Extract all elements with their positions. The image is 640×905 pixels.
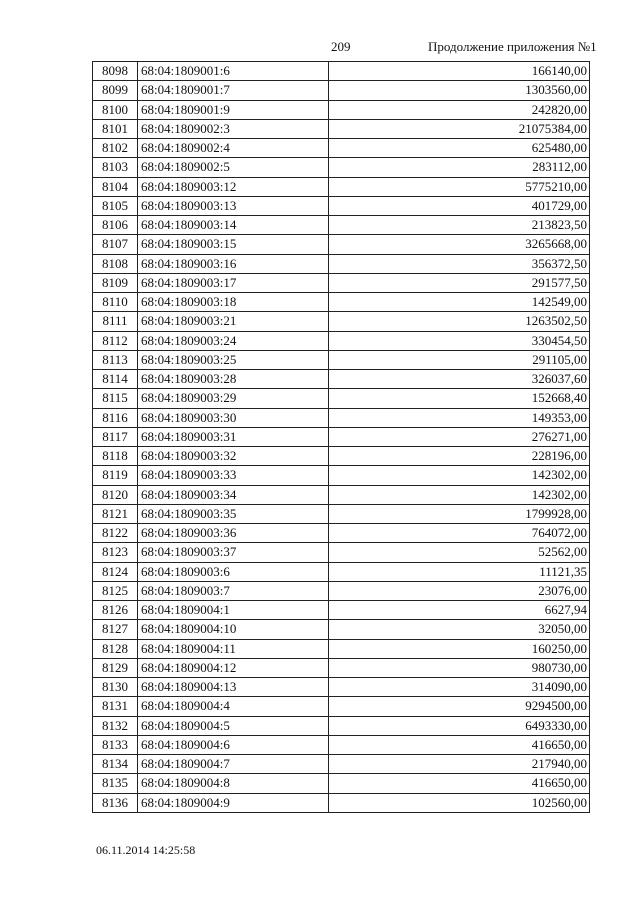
cadastral-number: 68:04:1809003:33 (138, 466, 329, 485)
cadastral-value: 764072,00 (329, 524, 590, 543)
table-row (93, 466, 590, 485)
table-row (93, 774, 590, 793)
table-row (93, 543, 590, 562)
table-row (93, 119, 590, 138)
cadastral-number: 68:04:1809003:17 (138, 273, 329, 292)
cadastral-value: 142302,00 (329, 466, 590, 485)
cadastral-number: 68:04:1809003:34 (138, 485, 329, 504)
row-number: 8116 (93, 408, 138, 427)
cadastral-value: 5775210,00 (329, 177, 590, 196)
cadastral-value: 401729,00 (329, 196, 590, 215)
cadastral-value: 291105,00 (329, 350, 590, 369)
cadastral-value: 283112,00 (329, 158, 590, 177)
cadastral-number: 68:04:1809004:1 (138, 601, 329, 620)
row-number: 8129 (93, 658, 138, 677)
cadastral-number: 68:04:1809003:31 (138, 427, 329, 446)
table-row (93, 158, 590, 177)
table-row (93, 273, 590, 292)
cadastral-value: 3265668,00 (329, 235, 590, 254)
cadastral-value: 1799928,00 (329, 504, 590, 523)
row-number: 8134 (93, 755, 138, 774)
cadastral-value: 217940,00 (329, 755, 590, 774)
table-row (93, 427, 590, 446)
table-row (93, 562, 590, 581)
cadastral-number: 68:04:1809001:7 (138, 81, 329, 100)
cadastral-number: 68:04:1809003:35 (138, 504, 329, 523)
cadastral-value: 291577,50 (329, 273, 590, 292)
cadastral-value: 6493330,00 (329, 716, 590, 735)
cadastral-number: 68:04:1809004:6 (138, 735, 329, 754)
row-number: 8102 (93, 139, 138, 158)
registry-table (92, 61, 590, 813)
table-row (93, 100, 590, 119)
table-row (93, 62, 590, 81)
cadastral-number: 68:04:1809003:37 (138, 543, 329, 562)
cadastral-number: 68:04:1809002:5 (138, 158, 329, 177)
cadastral-value: 52562,00 (329, 543, 590, 562)
cadastral-number: 68:04:1809002:4 (138, 139, 329, 158)
row-number: 8113 (93, 350, 138, 369)
table-row (93, 331, 590, 350)
row-number: 8135 (93, 774, 138, 793)
row-number: 8110 (93, 293, 138, 312)
cadastral-number: 68:04:1809004:5 (138, 716, 329, 735)
cadastral-number: 68:04:1809004:10 (138, 620, 329, 639)
cadastral-number: 68:04:1809003:21 (138, 312, 329, 331)
table-row (93, 312, 590, 331)
page-number: 209 (331, 39, 351, 54)
row-number: 8133 (93, 735, 138, 754)
table-row (93, 601, 590, 620)
cadastral-number: 68:04:1809004:13 (138, 678, 329, 697)
cadastral-number: 68:04:1809004:7 (138, 755, 329, 774)
table-row (93, 716, 590, 735)
row-number: 8130 (93, 678, 138, 697)
cadastral-number: 68:04:1809003:18 (138, 293, 329, 312)
table-row (93, 235, 590, 254)
cadastral-number: 68:04:1809003:16 (138, 254, 329, 273)
row-number: 8127 (93, 620, 138, 639)
row-number: 8112 (93, 331, 138, 350)
table-row (93, 735, 590, 754)
header-title: Продолжение приложения №1 (428, 39, 597, 54)
cadastral-number: 68:04:1809004:8 (138, 774, 329, 793)
cadastral-value: 142302,00 (329, 485, 590, 504)
row-number: 8100 (93, 100, 138, 119)
cadastral-value: 9294500,00 (329, 697, 590, 716)
table-row (93, 755, 590, 774)
cadastral-value: 980730,00 (329, 658, 590, 677)
row-number: 8109 (93, 273, 138, 292)
row-number: 8136 (93, 793, 138, 812)
row-number: 8098 (93, 62, 138, 81)
cadastral-number: 68:04:1809003:28 (138, 370, 329, 389)
cadastral-value: 149353,00 (329, 408, 590, 427)
cadastral-value: 142549,00 (329, 293, 590, 312)
table-row (93, 254, 590, 273)
row-number: 8128 (93, 639, 138, 658)
cadastral-number: 68:04:1809004:12 (138, 658, 329, 677)
table-row (93, 504, 590, 523)
cadastral-value: 160250,00 (329, 639, 590, 658)
cadastral-value: 228196,00 (329, 447, 590, 466)
table-row (93, 370, 590, 389)
cadastral-number: 68:04:1809003:13 (138, 196, 329, 215)
cadastral-number: 68:04:1809003:7 (138, 581, 329, 600)
cadastral-number: 68:04:1809002:3 (138, 119, 329, 138)
cadastral-value: 11121,35 (329, 562, 590, 581)
cadastral-value: 21075384,00 (329, 119, 590, 138)
cadastral-value: 326037,60 (329, 370, 590, 389)
table-row (93, 216, 590, 235)
table-row (93, 177, 590, 196)
row-number: 8121 (93, 504, 138, 523)
cadastral-number: 68:04:1809004:11 (138, 639, 329, 658)
table-row (93, 81, 590, 100)
row-number: 8099 (93, 81, 138, 100)
cadastral-value: 166140,00 (329, 62, 590, 81)
cadastral-number: 68:04:1809003:12 (138, 177, 329, 196)
row-number: 8104 (93, 177, 138, 196)
row-number: 8115 (93, 389, 138, 408)
row-number: 8124 (93, 562, 138, 581)
row-number: 8107 (93, 235, 138, 254)
cadastral-value: 416650,00 (329, 735, 590, 754)
cadastral-value: 276271,00 (329, 427, 590, 446)
row-number: 8122 (93, 524, 138, 543)
cadastral-number: 68:04:1809003:14 (138, 216, 329, 235)
registry-table-body (93, 62, 590, 813)
cadastral-number: 68:04:1809003:29 (138, 389, 329, 408)
cadastral-value: 102560,00 (329, 793, 590, 812)
table-row (93, 196, 590, 215)
row-number: 8118 (93, 447, 138, 466)
row-number: 8119 (93, 466, 138, 485)
cadastral-number: 68:04:1809003:25 (138, 350, 329, 369)
row-number: 8120 (93, 485, 138, 504)
row-number: 8114 (93, 370, 138, 389)
footer-timestamp: 06.11.2014 14:25:58 (96, 843, 196, 857)
cadastral-value: 152668,40 (329, 389, 590, 408)
row-number: 8131 (93, 697, 138, 716)
cadastral-number: 68:04:1809001:9 (138, 100, 329, 119)
table-row (93, 620, 590, 639)
row-number: 8126 (93, 601, 138, 620)
table-row (93, 293, 590, 312)
table-row (93, 139, 590, 158)
cadastral-value: 416650,00 (329, 774, 590, 793)
table-row (93, 408, 590, 427)
table-row (93, 678, 590, 697)
cadastral-value: 330454,50 (329, 331, 590, 350)
table-row (93, 658, 590, 677)
cadastral-number: 68:04:1809003:15 (138, 235, 329, 254)
cadastral-number: 68:04:1809003:24 (138, 331, 329, 350)
row-number: 8123 (93, 543, 138, 562)
row-number: 8103 (93, 158, 138, 177)
cadastral-value: 1303560,00 (329, 81, 590, 100)
cadastral-number: 68:04:1809003:30 (138, 408, 329, 427)
cadastral-number: 68:04:1809004:4 (138, 697, 329, 716)
cadastral-number: 68:04:1809003:36 (138, 524, 329, 543)
table-row (93, 697, 590, 716)
table-row (93, 524, 590, 543)
cadastral-value: 213823,50 (329, 216, 590, 235)
table-row (93, 793, 590, 812)
row-number: 8101 (93, 119, 138, 138)
cadastral-number: 68:04:1809003:6 (138, 562, 329, 581)
cadastral-value: 625480,00 (329, 139, 590, 158)
cadastral-value: 32050,00 (329, 620, 590, 639)
row-number: 8111 (93, 312, 138, 331)
row-number: 8106 (93, 216, 138, 235)
row-number: 8108 (93, 254, 138, 273)
cadastral-value: 1263502,50 (329, 312, 590, 331)
table-row (93, 389, 590, 408)
row-number: 8125 (93, 581, 138, 600)
table-row (93, 485, 590, 504)
cadastral-value: 356372,50 (329, 254, 590, 273)
row-number: 8132 (93, 716, 138, 735)
cadastral-value: 242820,00 (329, 100, 590, 119)
cadastral-value: 6627,94 (329, 601, 590, 620)
table-row (93, 350, 590, 369)
table-row (93, 639, 590, 658)
cadastral-value: 23076,00 (329, 581, 590, 600)
table-row (93, 447, 590, 466)
cadastral-value: 314090,00 (329, 678, 590, 697)
cadastral-number: 68:04:1809003:32 (138, 447, 329, 466)
table-row (93, 581, 590, 600)
row-number: 8105 (93, 196, 138, 215)
cadastral-number: 68:04:1809001:6 (138, 62, 329, 81)
cadastral-number: 68:04:1809004:9 (138, 793, 329, 812)
row-number: 8117 (93, 427, 138, 446)
